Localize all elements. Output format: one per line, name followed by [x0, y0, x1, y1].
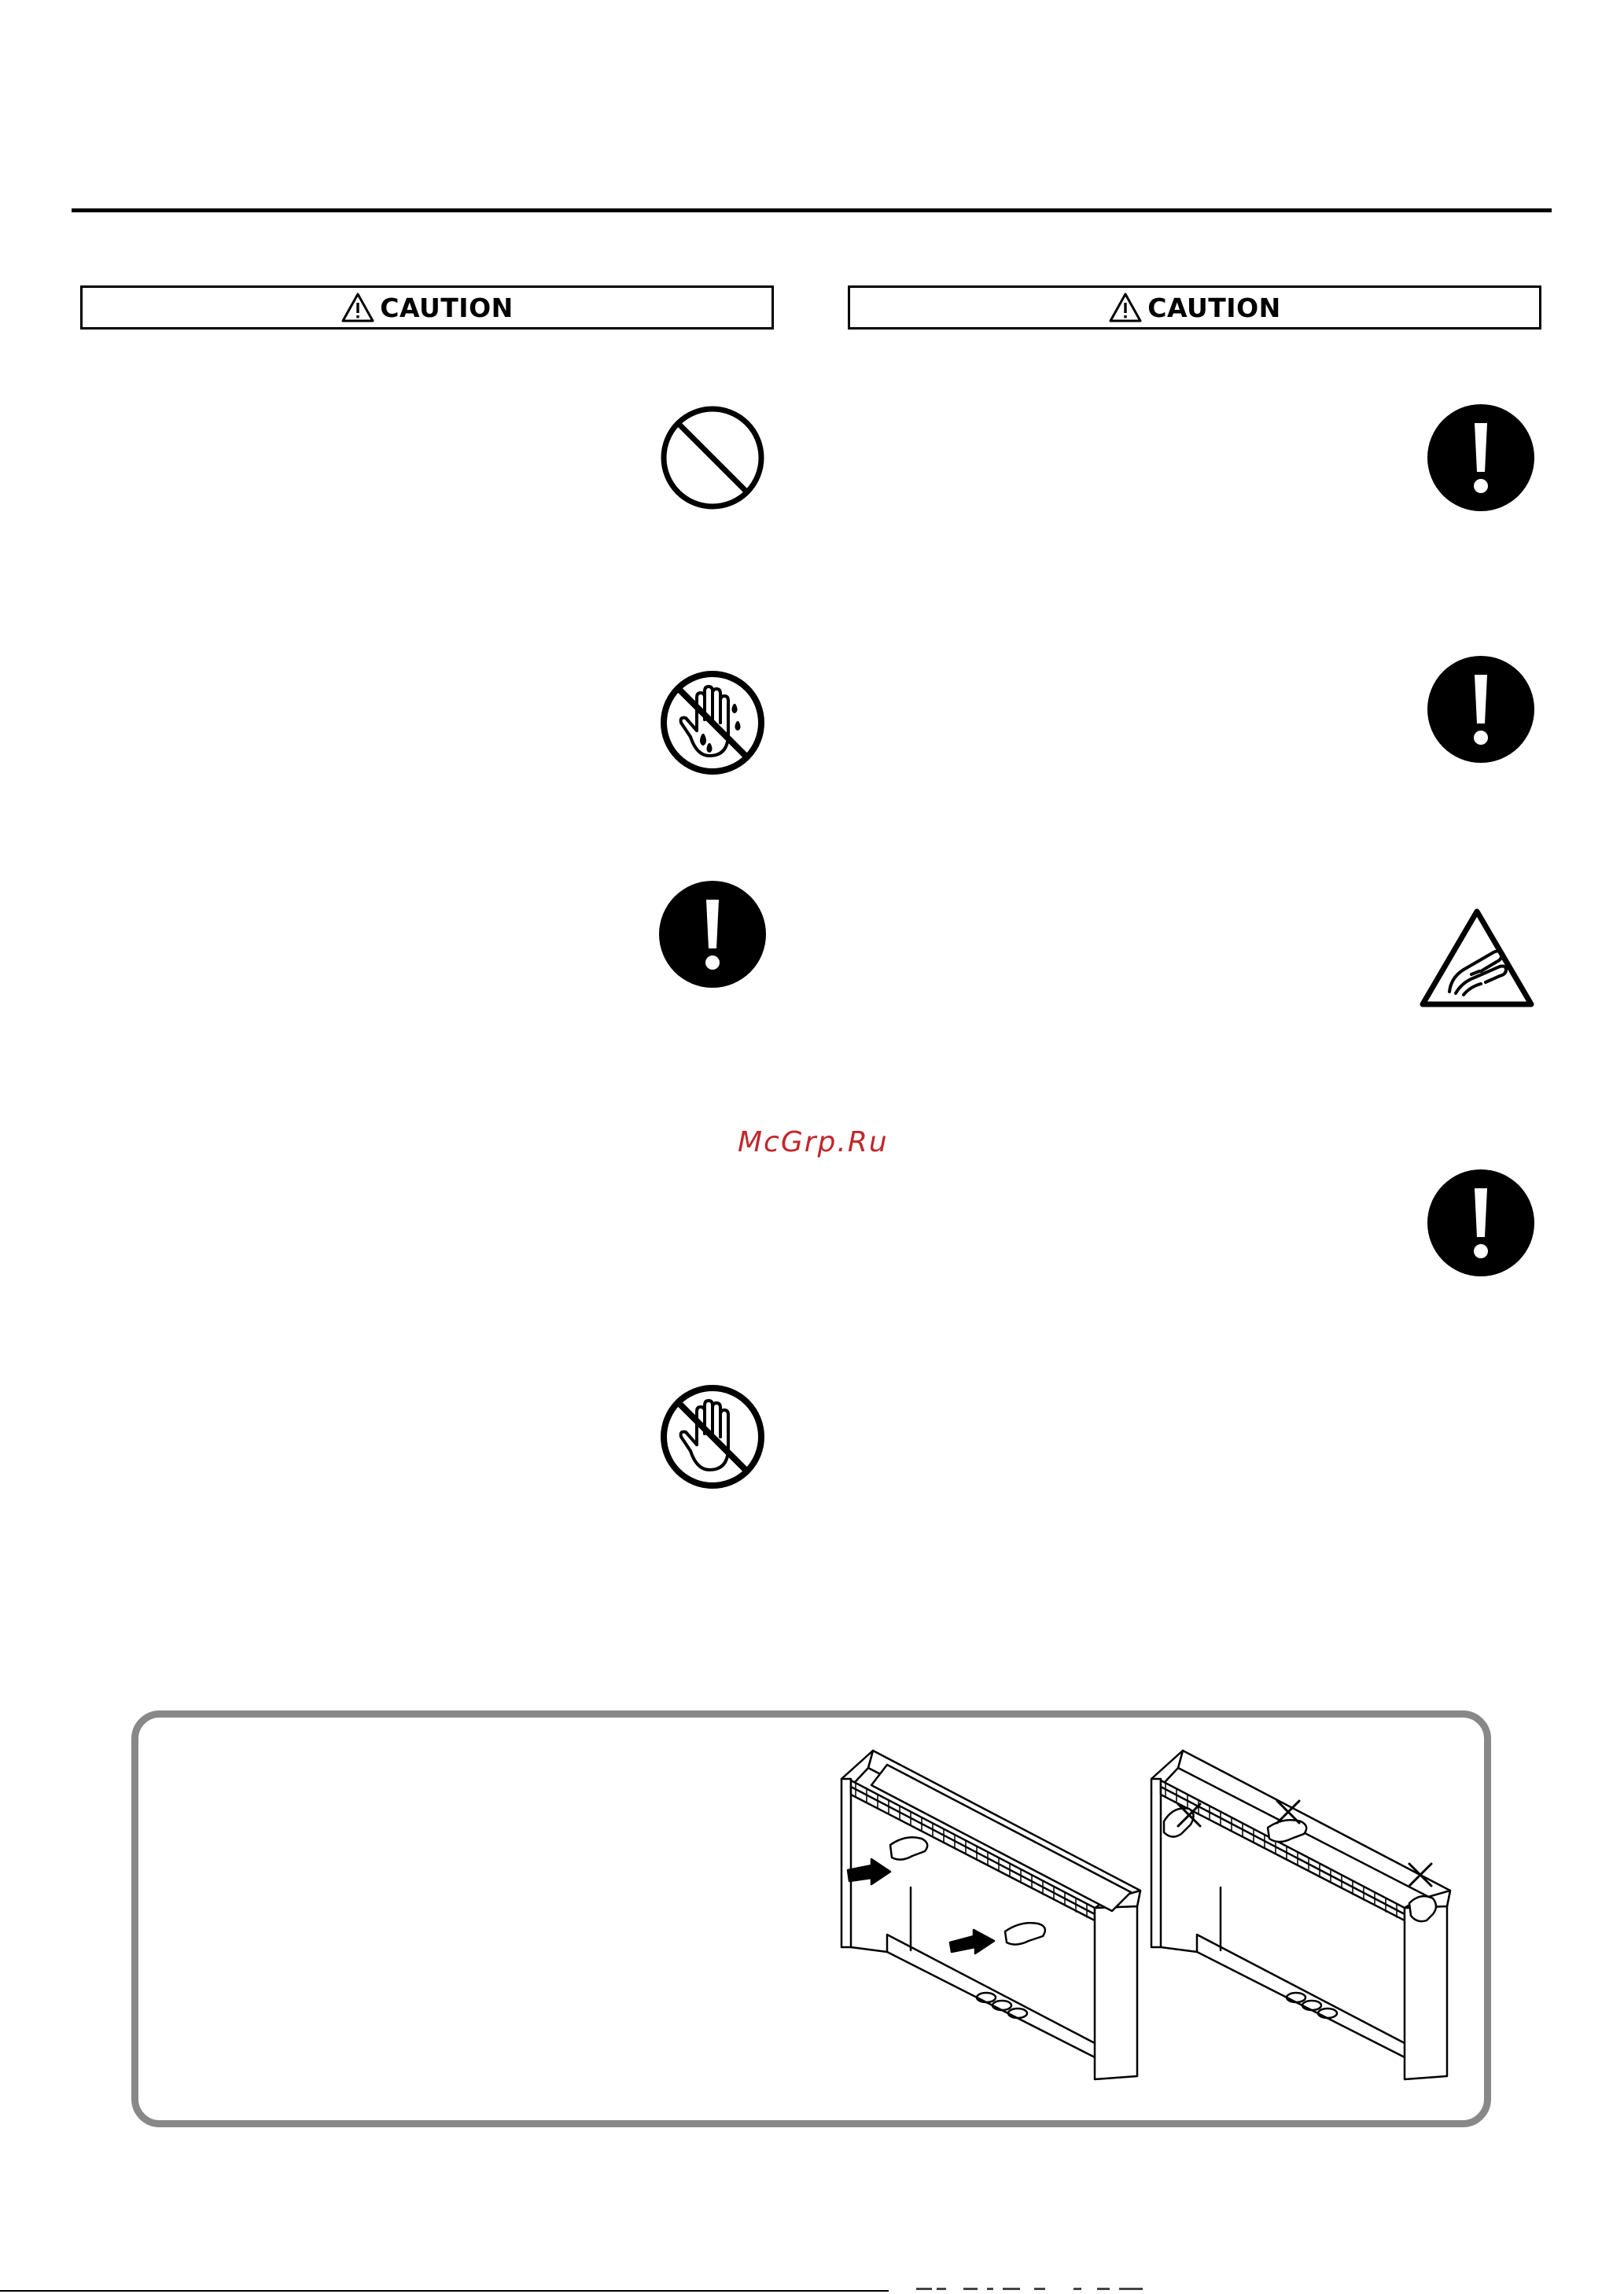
watermark: McGrp.Ru [738, 1126, 889, 1158]
mandatory-action-icon [1426, 654, 1536, 764]
piano-lid-close-incorrect-illustration [1150, 1746, 1456, 2084]
prohibited-icon [657, 403, 768, 513]
mandatory-action-icon [657, 879, 768, 989]
mandatory-action-icon [1426, 1168, 1536, 1278]
do-not-touch-icon [657, 1382, 768, 1492]
piano-lid-close-correct-illustration [840, 1746, 1147, 2084]
caution-header-right [848, 285, 1541, 330]
warning-triangle-icon [341, 292, 375, 323]
pinch-hazard-icon [1418, 907, 1536, 1011]
footer-marks [916, 2286, 1160, 2292]
caution-header-left [80, 285, 774, 330]
caution-label: CAUTION [380, 292, 514, 323]
caution-label: CAUTION [1147, 292, 1281, 323]
warning-triangle-icon [1108, 292, 1143, 323]
no-wet-hands-icon [657, 668, 768, 778]
bottom-rule [0, 2290, 889, 2292]
mandatory-action-icon [1426, 403, 1536, 513]
top-rule [72, 208, 1552, 212]
